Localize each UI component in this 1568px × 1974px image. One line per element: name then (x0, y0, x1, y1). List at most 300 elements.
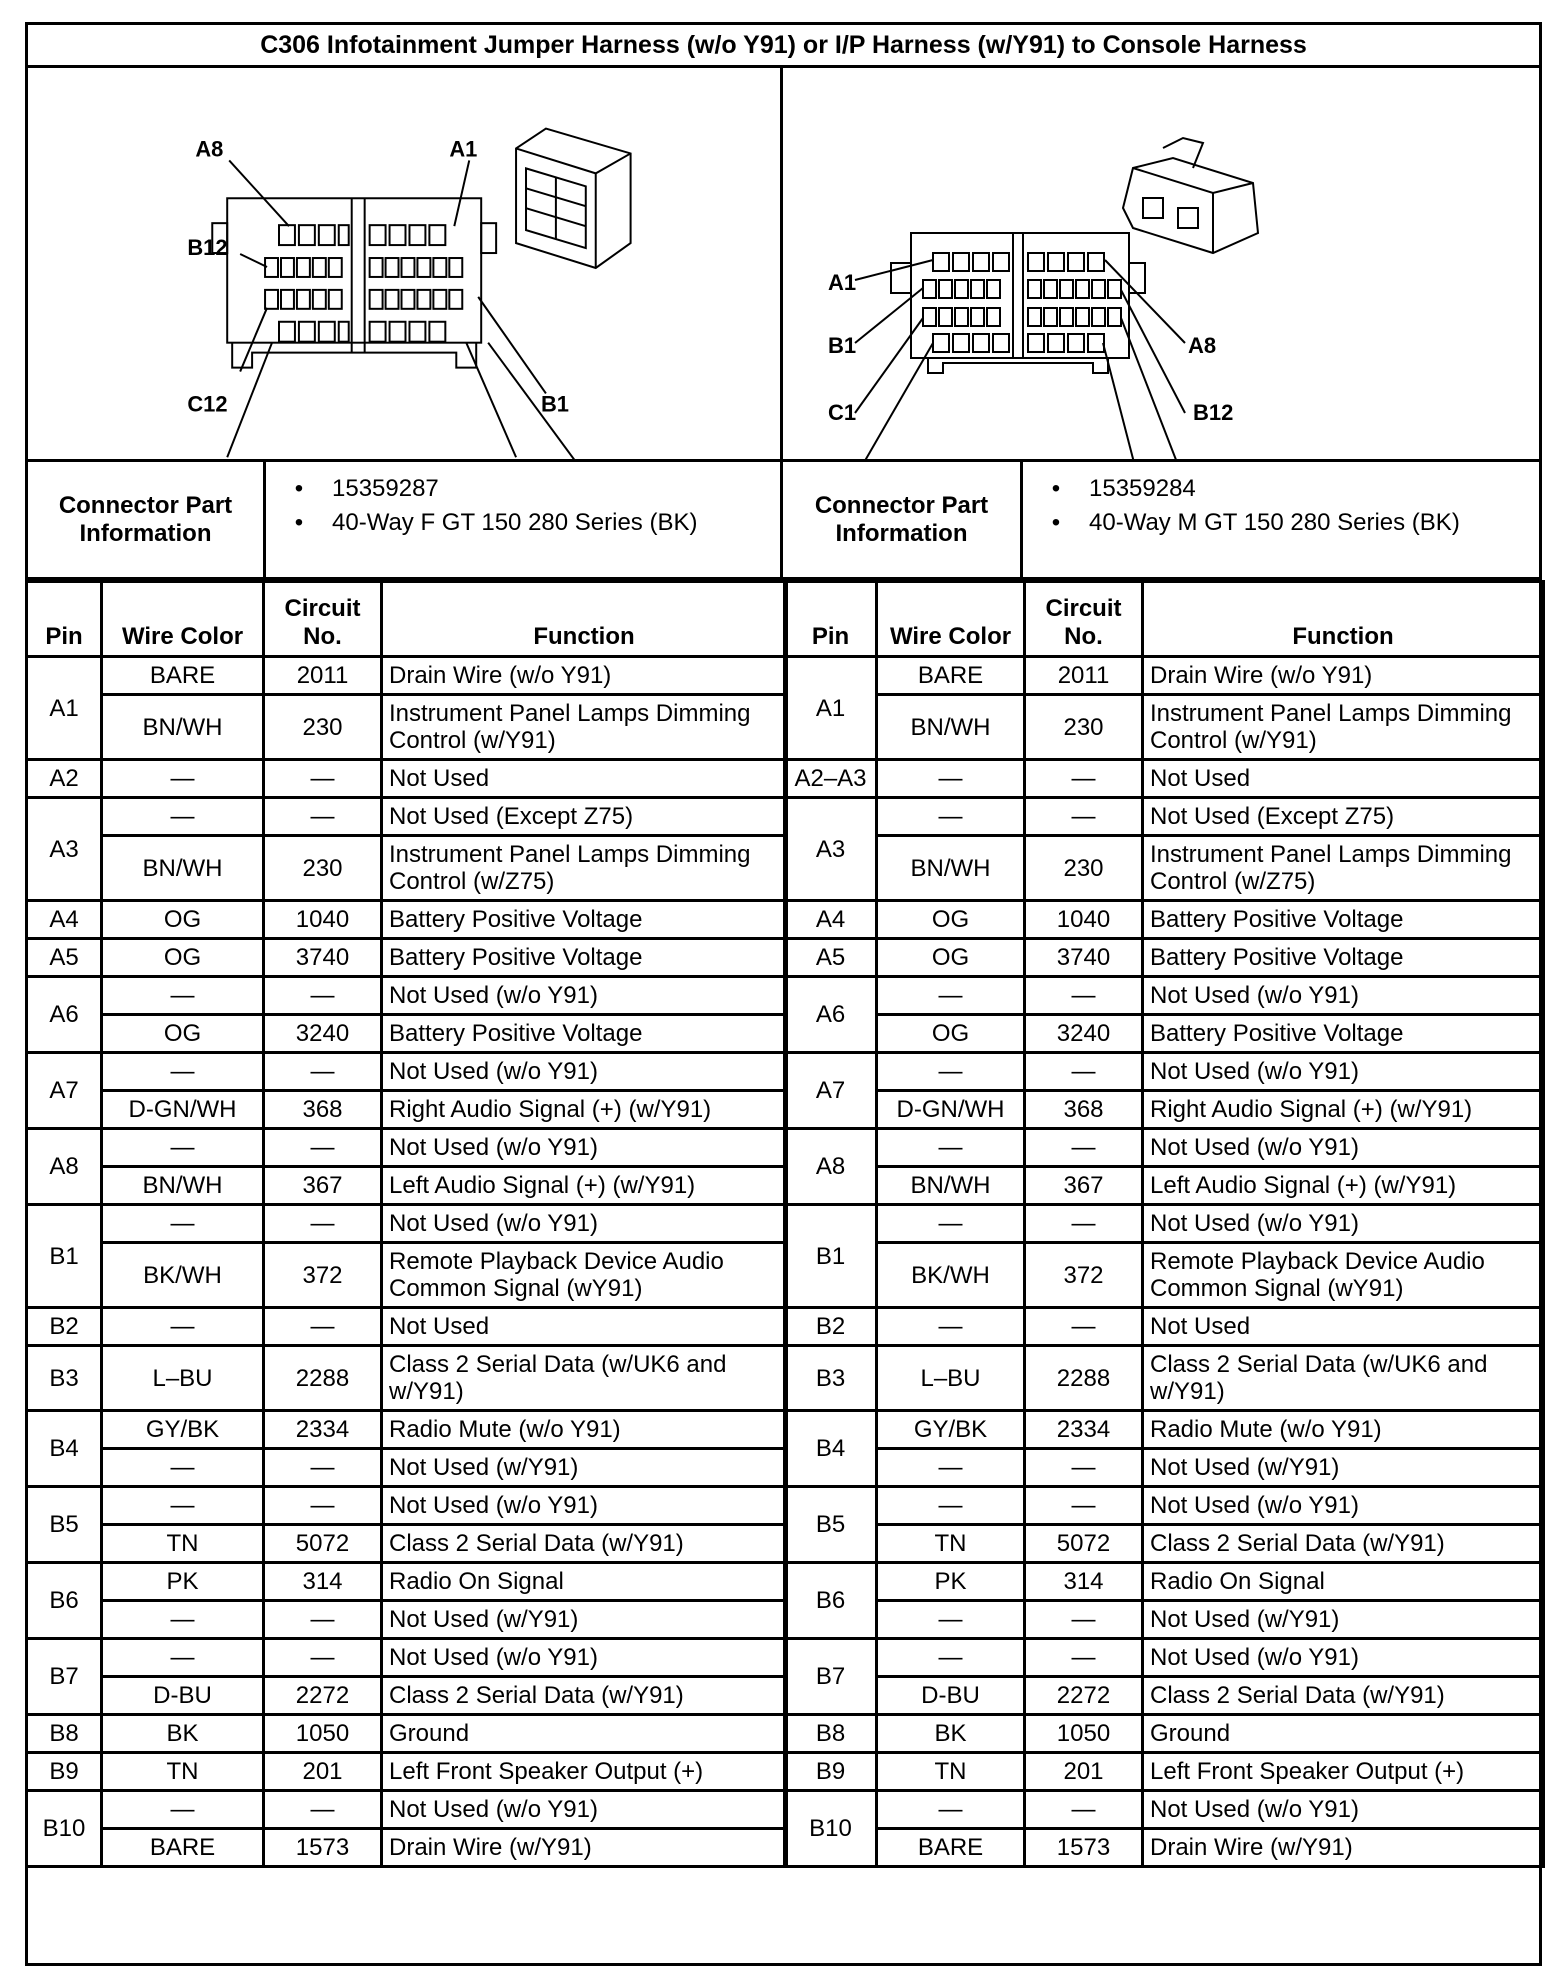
table-row (27, 1091, 787, 1129)
wire-color-cell: — (877, 1487, 1025, 1525)
circuit-cell: 2272 (1025, 1677, 1143, 1715)
wire-color-cell: — (877, 1129, 1025, 1167)
wire-color-cell: GY/BK (102, 1411, 264, 1449)
table-row (785, 836, 1544, 901)
wire-color-cell: — (102, 1639, 264, 1677)
wire-color-cell: D-BU (102, 1677, 264, 1715)
wire-color-cell: — (102, 1205, 264, 1243)
pin-cell: B10 (27, 1791, 102, 1867)
table-row (27, 1129, 787, 1167)
function-cell: Not Used (Except Z75) (382, 798, 787, 836)
wire-color-cell: — (102, 1053, 264, 1091)
table-row (785, 1563, 1544, 1601)
wire-color-cell: — (102, 798, 264, 836)
wire-color-cell: OG (877, 901, 1025, 939)
pin-cell: B2 (785, 1308, 877, 1346)
circuit-cell: — (1025, 1449, 1143, 1487)
circuit-cell: — (264, 798, 382, 836)
right-description: 40-Way M GT 150 280 Series (BK) (1089, 509, 1460, 536)
table-row (785, 1487, 1544, 1525)
wire-color-cell: BN/WH (877, 1167, 1025, 1205)
function-cell: Not Used (w/Y91) (1143, 1601, 1544, 1639)
wire-color-cell: BN/WH (102, 695, 264, 760)
function-cell: Class 2 Serial Data (w/Y91) (382, 1525, 787, 1563)
circuit-cell: — (1025, 1308, 1143, 1346)
table-row (27, 1308, 787, 1346)
table-row (785, 939, 1544, 977)
left-label-c12: C12 (187, 391, 228, 417)
pin-cell: B7 (785, 1639, 877, 1715)
pin-cell: A5 (785, 939, 877, 977)
function-cell: Instrument Panel Lamps Dimming Control (w/Z75) (382, 836, 787, 901)
pin-cell: A7 (27, 1053, 102, 1129)
function-cell: Radio On Signal (1143, 1563, 1544, 1601)
table-row (785, 1346, 1544, 1411)
function-cell: Class 2 Serial Data (w/Y91) (1143, 1525, 1544, 1563)
wire-color-cell: TN (877, 1525, 1025, 1563)
circuit-cell: 2334 (1025, 1411, 1143, 1449)
circuit-cell: 2288 (264, 1346, 382, 1411)
pin-cell: A1 (785, 657, 877, 760)
function-cell: Radio Mute (w/o Y91) (382, 1411, 787, 1449)
function-cell: Radio On Signal (382, 1563, 787, 1601)
circuit-cell: 201 (1025, 1753, 1143, 1791)
function-cell: Not Used (w/o Y91) (382, 1791, 787, 1829)
function-cell: Drain Wire (w/o Y91) (382, 657, 787, 695)
table-row (785, 1601, 1544, 1639)
circuit-cell: — (264, 1053, 382, 1091)
right-label-b1: B1 (828, 333, 857, 358)
pin-cell: A6 (27, 977, 102, 1053)
table-row (785, 1449, 1544, 1487)
circuit-cell: 2011 (1025, 657, 1143, 695)
function-cell: Battery Positive Voltage (382, 1015, 787, 1053)
bullet: • (294, 475, 304, 502)
table-row (785, 760, 1544, 798)
pin-cell: B7 (27, 1639, 102, 1715)
circuit-cell: 3740 (264, 939, 382, 977)
left-part-number: 15359287 (332, 475, 439, 502)
circuit-cell: 372 (1025, 1243, 1143, 1308)
wire-color-cell: — (102, 1601, 264, 1639)
circuit-cell: 3240 (264, 1015, 382, 1053)
wire-color-cell: — (102, 760, 264, 798)
circuit-cell: 368 (1025, 1091, 1143, 1129)
pin-cell: A4 (785, 901, 877, 939)
table-row (785, 1639, 1544, 1677)
function-cell: Class 2 Serial Data (w/UK6 and w/Y91) (382, 1346, 787, 1411)
pin-cell: A6 (785, 977, 877, 1053)
function-cell: Not Used (w/o Y91) (1143, 1205, 1544, 1243)
wire-color-cell: — (102, 977, 264, 1015)
table-row (27, 901, 787, 939)
right-part-number-item (1023, 472, 1539, 506)
table-row (785, 1015, 1544, 1053)
pin-cell: B5 (27, 1487, 102, 1563)
left-description: 40-Way F GT 150 280 Series (BK) (332, 509, 698, 536)
circuit-cell: — (1025, 798, 1143, 836)
right-connector-face-icon (783, 68, 1539, 459)
pin-cell: A7 (785, 1053, 877, 1129)
function-cell: Battery Positive Voltage (1143, 901, 1544, 939)
left-connector-diagram (28, 68, 783, 459)
circuit-cell: 3240 (1025, 1015, 1143, 1053)
wire-color-cell: — (102, 1791, 264, 1829)
table-row (785, 1677, 1544, 1715)
function-cell: Battery Positive Voltage (382, 901, 787, 939)
pin-cell: A4 (27, 901, 102, 939)
table-row (27, 1677, 787, 1715)
circuit-cell: 2011 (264, 657, 382, 695)
wire-color-cell: PK (877, 1563, 1025, 1601)
function-cell: Not Used (w/Y91) (382, 1449, 787, 1487)
header-circuit: Circuit No. (264, 582, 382, 657)
function-cell: Not Used (382, 1308, 787, 1346)
wire-color-cell: — (877, 977, 1025, 1015)
left-label-a1: A1 (449, 136, 478, 162)
function-cell: Not Used (382, 760, 787, 798)
circuit-cell: 230 (264, 695, 382, 760)
bullet: • (294, 509, 304, 536)
table-row (785, 657, 1544, 695)
right-label-b12: B12 (1193, 400, 1234, 425)
table-row (785, 1053, 1544, 1091)
pin-cell: B5 (785, 1487, 877, 1563)
wire-color-cell: BN/WH (877, 695, 1025, 760)
wire-color-cell: — (102, 1308, 264, 1346)
circuit-cell: 2334 (264, 1411, 382, 1449)
wire-color-cell: BN/WH (102, 1167, 264, 1205)
header-function: Function (1143, 582, 1544, 657)
pin-cell: A2–A3 (785, 760, 877, 798)
table-row (27, 798, 787, 836)
left-info-heading: Connector Part Information (28, 462, 266, 577)
header-function: Function (382, 582, 787, 657)
circuit-cell: 2288 (1025, 1346, 1143, 1411)
left-pinout-table (25, 580, 788, 1868)
connector-part-info (28, 462, 1539, 580)
table-row (785, 1129, 1544, 1167)
function-cell: Drain Wire (w/o Y91) (1143, 657, 1544, 695)
table-row (785, 695, 1544, 760)
header-pin: Pin (785, 582, 877, 657)
function-cell: Instrument Panel Lamps Dimming Control (w/Z75) (1143, 836, 1544, 901)
circuit-cell: 1040 (264, 901, 382, 939)
circuit-cell: 5072 (1025, 1525, 1143, 1563)
pin-cell: A3 (785, 798, 877, 901)
function-cell: Class 2 Serial Data (w/UK6 and w/Y91) (1143, 1346, 1544, 1411)
left-info-list (266, 462, 783, 577)
function-cell: Not Used (w/o Y91) (1143, 1487, 1544, 1525)
pin-cell: B8 (27, 1715, 102, 1753)
pin-cell: B9 (27, 1753, 102, 1791)
wire-color-cell: D-GN/WH (877, 1091, 1025, 1129)
wire-color-cell: BN/WH (102, 836, 264, 901)
pin-cell: B4 (27, 1411, 102, 1487)
table-row (785, 1167, 1544, 1205)
table-row (785, 1411, 1544, 1449)
wire-color-cell: OG (102, 939, 264, 977)
table-row (27, 939, 787, 977)
pinout-tables (28, 580, 1539, 1963)
circuit-cell: — (1025, 1053, 1143, 1091)
wire-color-cell: — (877, 798, 1025, 836)
function-cell: Battery Positive Voltage (1143, 939, 1544, 977)
function-cell: Not Used (w/Y91) (382, 1601, 787, 1639)
wire-color-cell: BARE (877, 1829, 1025, 1867)
table-row (27, 1411, 787, 1449)
wire-color-cell: — (102, 1449, 264, 1487)
table-row (785, 798, 1544, 836)
pin-cell: B3 (27, 1346, 102, 1411)
function-cell: Ground (1143, 1715, 1544, 1753)
function-cell: Ground (382, 1715, 787, 1753)
wire-color-cell: BARE (877, 657, 1025, 695)
circuit-cell: 1050 (1025, 1715, 1143, 1753)
wire-color-cell: OG (102, 901, 264, 939)
right-pinout-table (783, 580, 1545, 1868)
wire-color-cell: BN/WH (877, 836, 1025, 901)
circuit-cell: 230 (1025, 695, 1143, 760)
circuit-cell: 367 (1025, 1167, 1143, 1205)
circuit-cell: 368 (264, 1091, 382, 1129)
right-info-heading: Connector Part Information (783, 462, 1023, 577)
circuit-cell: 1040 (1025, 901, 1143, 939)
pin-cell: B1 (27, 1205, 102, 1308)
function-cell: Left Audio Signal (+) (w/Y91) (1143, 1167, 1544, 1205)
wire-color-cell: — (877, 1053, 1025, 1091)
pin-cell: B3 (785, 1346, 877, 1411)
function-cell: Remote Playback Device Audio Common Signal (wY91) (1143, 1243, 1544, 1308)
wire-color-cell: — (877, 1791, 1025, 1829)
function-cell: Not Used (w/o Y91) (382, 1487, 787, 1525)
wire-color-cell: TN (877, 1753, 1025, 1791)
wire-color-cell: — (877, 1205, 1025, 1243)
pin-cell: B10 (785, 1791, 877, 1867)
table-row (27, 1346, 787, 1411)
function-cell: Not Used (Except Z75) (1143, 798, 1544, 836)
circuit-cell: — (1025, 1205, 1143, 1243)
pin-cell: A2 (27, 760, 102, 798)
pin-cell: A5 (27, 939, 102, 977)
header-wire-color: Wire Color (102, 582, 264, 657)
table-row (27, 1015, 787, 1053)
function-cell: Not Used (1143, 1308, 1544, 1346)
wire-color-cell: OG (877, 939, 1025, 977)
table-row (27, 1829, 787, 1867)
right-label-a1: A1 (828, 270, 857, 295)
wire-color-cell: D-BU (877, 1677, 1025, 1715)
left-label-a8: A8 (195, 136, 224, 162)
table-row (27, 1563, 787, 1601)
wire-color-cell: OG (877, 1015, 1025, 1053)
table-row (27, 977, 787, 1015)
function-cell: Battery Positive Voltage (382, 939, 787, 977)
function-cell: Instrument Panel Lamps Dimming Control (w/Y91) (382, 695, 787, 760)
wire-color-cell: BK (102, 1715, 264, 1753)
right-label-c1: C1 (828, 400, 857, 425)
table-row (27, 1243, 787, 1308)
circuit-cell: 230 (264, 836, 382, 901)
right-description-item (1023, 506, 1539, 540)
circuit-cell: — (1025, 1487, 1143, 1525)
function-cell: Left Front Speaker Output (+) (1143, 1753, 1544, 1791)
circuit-cell: 2272 (264, 1677, 382, 1715)
circuit-cell: — (1025, 977, 1143, 1015)
header-wire-color: Wire Color (877, 582, 1025, 657)
function-cell: Remote Playback Device Audio Common Signal (wY91) (382, 1243, 787, 1308)
function-cell: Drain Wire (w/Y91) (382, 1829, 787, 1867)
circuit-cell: 314 (1025, 1563, 1143, 1601)
pin-cell: A3 (27, 798, 102, 901)
wire-color-cell: TN (102, 1753, 264, 1791)
table-row (785, 1243, 1544, 1308)
circuit-cell: — (1025, 1601, 1143, 1639)
circuit-cell: 1050 (264, 1715, 382, 1753)
header-pin: Pin (27, 582, 102, 657)
table-row (27, 657, 787, 695)
circuit-cell: 1573 (264, 1829, 382, 1867)
circuit-cell: — (1025, 1639, 1143, 1677)
right-info-list (1023, 462, 1539, 577)
wire-color-cell: — (877, 1639, 1025, 1677)
pin-cell: A1 (27, 657, 102, 760)
function-cell: Class 2 Serial Data (w/Y91) (382, 1677, 787, 1715)
function-cell: Not Used (w/o Y91) (1143, 1791, 1544, 1829)
pin-cell: B6 (785, 1563, 877, 1639)
right-connector-diagram (783, 68, 1539, 459)
circuit-cell: — (264, 1308, 382, 1346)
wire-color-cell: D-GN/WH (102, 1091, 264, 1129)
header-circuit: Circuit No. (1025, 582, 1143, 657)
circuit-cell: — (264, 977, 382, 1015)
wire-color-cell: BK (877, 1715, 1025, 1753)
circuit-cell: 372 (264, 1243, 382, 1308)
pin-cell: B4 (785, 1411, 877, 1487)
wire-color-cell: L–BU (102, 1346, 264, 1411)
bullet: • (1051, 509, 1061, 536)
wire-color-cell: — (877, 1308, 1025, 1346)
circuit-cell: — (1025, 760, 1143, 798)
circuit-cell: 314 (264, 1563, 382, 1601)
table-row (27, 1205, 787, 1243)
circuit-cell: — (264, 1639, 382, 1677)
table-row (27, 760, 787, 798)
function-cell: Not Used (w/o Y91) (382, 977, 787, 1015)
function-cell: Left Front Speaker Output (+) (382, 1753, 787, 1791)
table-row (785, 1205, 1544, 1243)
wire-color-cell: PK (102, 1563, 264, 1601)
table-row (785, 1791, 1544, 1829)
function-cell: Drain Wire (w/Y91) (1143, 1829, 1544, 1867)
table-row (785, 1753, 1544, 1791)
table-row (27, 1525, 787, 1563)
bullet: • (1051, 475, 1061, 502)
left-description-item (266, 506, 780, 540)
function-cell: Not Used (w/o Y91) (382, 1129, 787, 1167)
wire-color-cell: BK/WH (877, 1243, 1025, 1308)
circuit-cell: — (264, 760, 382, 798)
table-row (785, 1715, 1544, 1753)
wire-color-cell: BK/WH (102, 1243, 264, 1308)
table-row (785, 901, 1544, 939)
function-cell: Not Used (w/o Y91) (1143, 1639, 1544, 1677)
table-row (27, 1487, 787, 1525)
circuit-cell: 3740 (1025, 939, 1143, 977)
table-row (785, 1829, 1544, 1867)
function-cell: Left Audio Signal (+) (w/Y91) (382, 1167, 787, 1205)
function-cell: Not Used (w/o Y91) (1143, 977, 1544, 1015)
table-row (785, 1308, 1544, 1346)
wire-color-cell: — (102, 1129, 264, 1167)
table-row (27, 695, 787, 760)
circuit-cell: 5072 (264, 1525, 382, 1563)
table-row (27, 1791, 787, 1829)
function-cell: Radio Mute (w/o Y91) (1143, 1411, 1544, 1449)
left-label-b12: B12 (187, 235, 228, 261)
table-row (785, 1091, 1544, 1129)
function-cell: Not Used (w/o Y91) (1143, 1053, 1544, 1091)
function-cell: Class 2 Serial Data (w/Y91) (1143, 1677, 1544, 1715)
pin-cell: A8 (27, 1129, 102, 1205)
table-row (27, 1715, 787, 1753)
circuit-cell: — (1025, 1129, 1143, 1167)
function-cell: Not Used (w/Y91) (1143, 1449, 1544, 1487)
pin-cell: B1 (785, 1205, 877, 1308)
table-row (27, 1167, 787, 1205)
circuit-cell: — (264, 1129, 382, 1167)
circuit-cell: — (264, 1601, 382, 1639)
circuit-cell: — (1025, 1791, 1143, 1829)
pin-cell: B8 (785, 1715, 877, 1753)
wire-color-cell: GY/BK (877, 1411, 1025, 1449)
circuit-cell: 1573 (1025, 1829, 1143, 1867)
left-connector-face-icon (28, 68, 780, 459)
wire-color-cell: — (102, 1487, 264, 1525)
document-title: C306 Infotainment Jumper Harness (w/o Y91) or I/P Harness (w/Y91) to Console Harness (28, 25, 1539, 68)
table-row (785, 1525, 1544, 1563)
circuit-cell: 367 (264, 1167, 382, 1205)
connector-document (25, 22, 1542, 1966)
circuit-cell: 201 (264, 1753, 382, 1791)
table-row (27, 836, 787, 901)
wire-color-cell: BARE (102, 657, 264, 695)
table-row (27, 1639, 787, 1677)
left-part-number-item (266, 472, 780, 506)
table-row (785, 977, 1544, 1015)
pin-cell: A8 (785, 1129, 877, 1205)
left-label-b1: B1 (540, 391, 569, 417)
wire-color-cell: L–BU (877, 1346, 1025, 1411)
function-cell: Not Used (w/o Y91) (382, 1639, 787, 1677)
wire-color-cell: — (877, 1449, 1025, 1487)
function-cell: Right Audio Signal (+) (w/Y91) (382, 1091, 787, 1129)
table-row (27, 1601, 787, 1639)
pin-cell: B9 (785, 1753, 877, 1791)
pin-cell: B2 (27, 1308, 102, 1346)
right-part-number: 15359284 (1089, 475, 1196, 502)
connector-diagrams (28, 68, 1539, 462)
circuit-cell: — (264, 1487, 382, 1525)
right-label-a8: A8 (1188, 333, 1217, 358)
wire-color-cell: — (877, 1601, 1025, 1639)
function-cell: Right Audio Signal (+) (w/Y91) (1143, 1091, 1544, 1129)
table-row (27, 1753, 787, 1791)
wire-color-cell: TN (102, 1525, 264, 1563)
circuit-cell: — (264, 1449, 382, 1487)
function-cell: Not Used (w/o Y91) (382, 1205, 787, 1243)
wire-color-cell: — (877, 760, 1025, 798)
